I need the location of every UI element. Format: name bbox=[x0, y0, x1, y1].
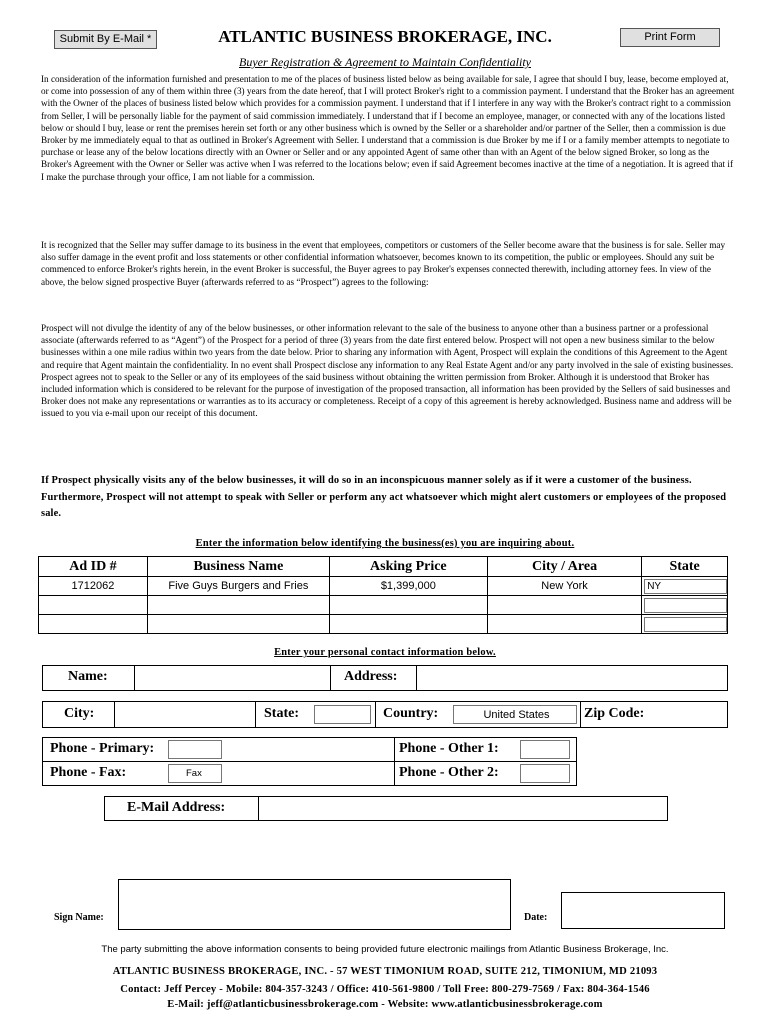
name-input[interactable] bbox=[136, 667, 328, 689]
business-name-cell[interactable] bbox=[147, 596, 329, 615]
divider bbox=[114, 701, 115, 728]
address-label: Address: bbox=[344, 669, 398, 684]
footer-address: ATLANTIC BUSINESS BROKERAGE, INC. - 57 WEST TIMONIUM ROAD, SUITE 212, TIMONIUM, MD 21093 bbox=[112, 966, 658, 977]
asking-price-cell[interactable] bbox=[329, 615, 487, 634]
phone-other-1-input[interactable] bbox=[520, 740, 570, 759]
footer-email-website: E-Mail: jeff@atlanticbusinessbrokerage.com - Website: www.atlanticbusinessbrokerage.com bbox=[167, 999, 603, 1010]
table-row bbox=[39, 615, 728, 634]
agreement-paragraph-2: It is recognized that the Seller may suffer damage to its business in the event that employees, competitors or customers of the Seller become aware that the business is for sale. Seller may also suffer damage in the event profit and loss statements or other confidential information whatsoever, becomes known to its competition, the public or employees. Should any suit be commenced to enforce Broker's rights herein, in the event Broker is successful, the Buyer agrees to pay Broker's expenses connected therewith, including attorney fees. In view of the above, the below signed prospective Buyer (afterwards referred to as “Prospect”) agrees to the following: bbox=[41, 240, 726, 287]
divider bbox=[375, 701, 376, 728]
divider bbox=[134, 665, 135, 691]
phone-other-2-input[interactable] bbox=[520, 764, 570, 783]
ad-id-cell[interactable] bbox=[39, 615, 148, 634]
ad-id-cell[interactable]: 1712062 bbox=[39, 577, 148, 596]
ad-id-cell[interactable] bbox=[39, 596, 148, 615]
phone-primary-input[interactable] bbox=[168, 740, 222, 759]
divider bbox=[258, 796, 259, 821]
phone-other-1-label: Phone - Other 1: bbox=[399, 741, 499, 756]
table-row bbox=[39, 596, 728, 615]
agreement-paragraph-3: Prospect will not divulge the identity of any of the below businesses, or other information relevant to the sale of the business to anyone other than a business partner or a professional associate (afterwards referred to as “Agent”) of the Prospect for a period of three (3) years from the date first entered below. Prospect will not open a new business similar to the below businesses within a one mile radius within two years from the date below. Prior to sharing any information with Agent, Prospect will explain the conditions of this Agreement to the Agent and require that Agent maintain the confidentiality. In no event shall Prospect disclose any information to any Real Estate Agent and/or any party involved in the sale of existing businesses. Prospect agrees not to speak to the Seller or any of its employees of the said business without obtaining the written permission from Broker. Although it is understood that Broker has included information which is considered to be relevant for the purpose of investigation of the proposed transaction, all information has been provided by the Sellers of said businesses and Broker does not make any representations or warranties as to its accuracy or completeness. Receipt of a copy of this agreement is hereby acknowledged. Business name and address will be issued to you via e-mail upon our receipt of this document. bbox=[41, 323, 734, 419]
business-section-label: Enter the information below identifying the business(es) you are inquiring about. bbox=[195, 538, 575, 549]
asking-price-cell[interactable]: $1,399,000 bbox=[329, 577, 487, 596]
submit-by-email-button[interactable]: Submit By E-Mail * bbox=[54, 30, 157, 49]
state-cell[interactable] bbox=[642, 596, 728, 615]
phone-primary-label: Phone - Primary: bbox=[50, 741, 155, 756]
city-area-cell[interactable] bbox=[487, 615, 641, 634]
email-input[interactable] bbox=[260, 798, 666, 819]
asking-price-cell[interactable] bbox=[329, 596, 487, 615]
state-input[interactable] bbox=[314, 705, 371, 724]
state-input[interactable]: NY bbox=[644, 579, 727, 594]
col-state: State bbox=[642, 557, 728, 577]
business-table bbox=[38, 556, 728, 634]
table-header-row bbox=[39, 557, 728, 577]
city-area-cell[interactable] bbox=[487, 596, 641, 615]
country-label: Country: bbox=[383, 706, 439, 721]
state-input[interactable] bbox=[644, 617, 727, 632]
col-business-name: Business Name bbox=[147, 557, 329, 577]
divider bbox=[255, 701, 256, 728]
email-label: E-Mail Address: bbox=[127, 800, 226, 815]
footer-contact: Contact: Jeff Percey - Mobile: 804-357-3243 / Office: 410-561-9800 / Toll Free: 800-279-7569 / Fax: 804-364-1546 bbox=[120, 984, 650, 995]
col-asking-price: Asking Price bbox=[329, 557, 487, 577]
sign-name-label: Sign Name: bbox=[54, 912, 104, 923]
state-cell[interactable] bbox=[642, 615, 728, 634]
business-name-cell[interactable]: Five Guys Burgers and Fries bbox=[147, 577, 329, 596]
phone-fax-label: Phone - Fax: bbox=[50, 765, 127, 780]
business-name-cell[interactable] bbox=[147, 615, 329, 634]
zip-code-input[interactable] bbox=[656, 703, 726, 726]
state-label: State: bbox=[264, 706, 299, 721]
divider bbox=[330, 665, 331, 691]
page-title: ATLANTIC BUSINESS BROKERAGE, INC. bbox=[218, 27, 552, 46]
state-cell[interactable] bbox=[642, 577, 728, 596]
table-row bbox=[39, 577, 728, 596]
city-label: City: bbox=[64, 706, 95, 721]
agreement-paragraph-1: In consideration of the information furnished and presentation to me of the places of business listed below as being available for sale, I agree that should I buy, lease, become employed at, or come into possession of any of them within three (3) years from the date hereof, that I will protect Broker's right to a commission payment. I understand that the Broker has an agreement with the Owner of the places of business listed below which provides for a commission payment. I understand that if I interfere in any way with the Broker's contract right to a commission from Seller, I will be personally liable for the payment of said commission immediately. I understand that if I become an employee, manager, or connected with any of the locations listed below or should I buy, lease or rent the premises herein set forth or any other business which is owned by the Seller or a shareholder and/or partner of the Seller, then a commission is due Broker by me immediately equal to that as outlined in Broker's Agreement with Seller. I understand that a commission is due Broker by me if I or a family member attempts to negotiate to purchase or lease any of the below locations directly with an Owner or Seller and or any appointed Agent of same other than with an Agent of the below signed Broker, so long as the Broker's Agreement with the Owner or Seller was active when I was referred to the locations below; even if said Agreement becomes inactive at the time of a negotiation. It is agreed that if I make the purchase through your office, I am not liable for a commission. bbox=[41, 74, 735, 182]
col-ad-id: Ad ID # bbox=[39, 557, 148, 577]
page-subtitle: Buyer Registration & Agreement to Maintain Confidentiality bbox=[239, 55, 531, 69]
zip-code-label: Zip Code: bbox=[584, 706, 645, 721]
city-input[interactable] bbox=[116, 703, 253, 726]
state-input[interactable] bbox=[644, 598, 727, 613]
consent-note: The party submitting the above information consents to being provided future electronic mailings from Atlantic Business Brokerage, Inc. bbox=[101, 944, 669, 955]
country-select[interactable]: United States bbox=[453, 705, 577, 724]
date-label: Date: bbox=[524, 912, 548, 923]
divider bbox=[580, 701, 581, 728]
phone-fax-input[interactable]: Fax bbox=[168, 764, 222, 783]
divider bbox=[42, 761, 577, 762]
divider bbox=[394, 737, 395, 786]
col-city-area: City / Area bbox=[487, 557, 641, 577]
print-form-button[interactable]: Print Form bbox=[620, 28, 720, 47]
signature-input[interactable] bbox=[118, 879, 511, 930]
name-label: Name: bbox=[68, 669, 108, 684]
divider bbox=[416, 665, 417, 691]
visit-conditions-paragraph: If Prospect physically visits any of the below businesses, it will do so in an inconspicuous manner solely as if it were a customer of the business. Furthermore, Prospect will not attempt to speak with Seller or perform any act whatsoever which might alert customers or employees of the proposed sale. bbox=[41, 475, 727, 519]
address-input[interactable] bbox=[418, 667, 726, 689]
city-area-cell[interactable]: New York bbox=[487, 577, 641, 596]
date-input[interactable] bbox=[561, 892, 725, 929]
contact-section-label: Enter your personal contact information below. bbox=[274, 647, 496, 658]
phone-other-2-label: Phone - Other 2: bbox=[399, 765, 499, 780]
